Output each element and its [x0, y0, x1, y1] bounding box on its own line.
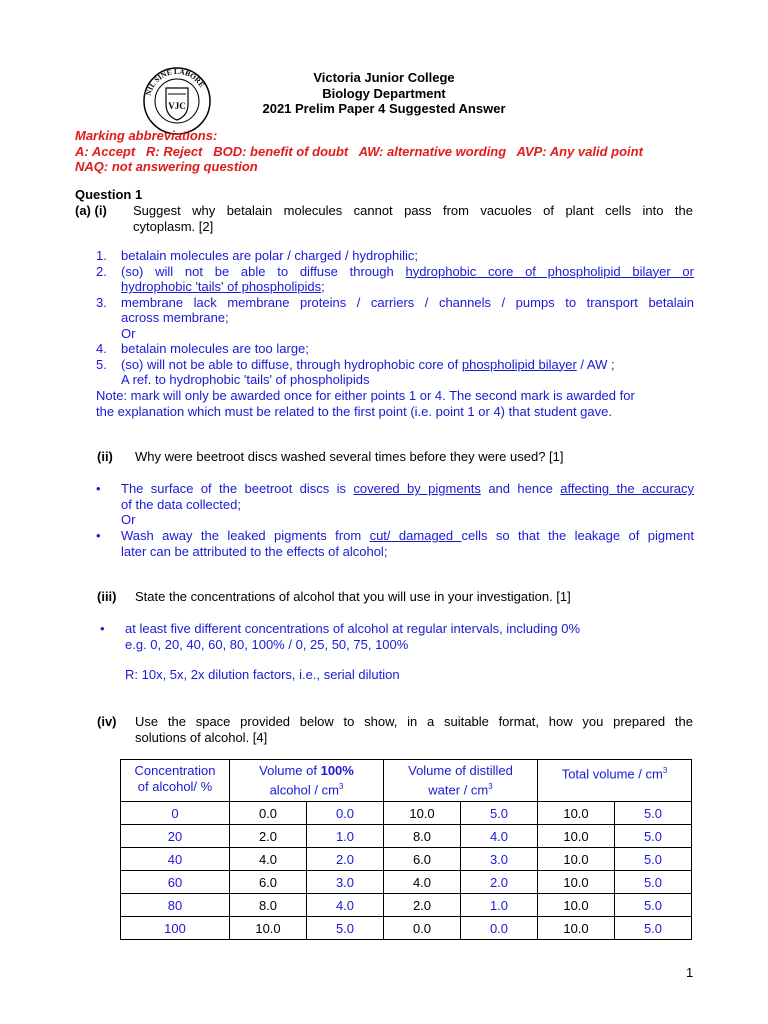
table-cell: 10.0 — [384, 802, 461, 825]
table-cell: 10.0 — [230, 917, 307, 940]
table-cell: 10.0 — [538, 917, 615, 940]
header-concentration: Concentration of alcohol/ % — [121, 760, 230, 802]
header-alcohol-volume: Volume of 100% alcohol / $cm^3$ — [230, 760, 384, 802]
table-cell: 100 — [121, 917, 230, 940]
table-row — [121, 848, 692, 871]
table-cell: 4.0 — [461, 825, 538, 848]
marking-abbreviations — [75, 128, 643, 175]
table-header-row — [121, 760, 692, 802]
table-cell: 0.0 — [461, 917, 538, 940]
table-cell: 5.0 — [615, 825, 692, 848]
table-cell: 2.0 — [384, 894, 461, 917]
table-cell: 3.0 — [307, 871, 384, 894]
table-cell: 4.0 — [230, 848, 307, 871]
part-ii-label: (ii) — [97, 449, 113, 464]
table-cell: 6.0 — [384, 848, 461, 871]
question-title: Question 1 — [75, 187, 143, 202]
department-name: Biology Department — [322, 85, 446, 101]
table-row — [121, 894, 692, 917]
abbreviations-line-1: A: Accept R: Reject BOD: benefit of doubt AW: alternative wording AVP: Any valid point — [75, 143, 643, 159]
answer-ii-or: Or — [121, 512, 136, 527]
answer-point-2: 2. (so) will not be able to diffuse through hydrophobic core of phospholipid bilayer or hydrophobic 'tails' of phospholipids; — [96, 263, 694, 294]
part-iii-label: (iii) — [97, 589, 117, 604]
table-cell: 2.0 — [307, 848, 384, 871]
page-number: 1 — [686, 965, 694, 980]
table-cell: 40 — [121, 848, 230, 871]
part-a-i-label: (a) (i) — [75, 203, 107, 218]
table-cell: 10.0 — [538, 871, 615, 894]
abbreviations-line-2: NAQ: not answering question — [75, 159, 258, 174]
table-cell: 1.0 — [307, 825, 384, 848]
table-cell: 20 — [121, 825, 230, 848]
answer-ii-bullet-2: • Wash away the leaked pigments from cut/ damaged cells so that the leakage of pigment later can be attributed to the effects of alcohol; — [96, 528, 694, 559]
table-cell: 60 — [121, 871, 230, 894]
part-iv-question: Use the space provided below to show, in a suitable format, how you prepared the solutions of alcohol. [4] — [135, 714, 693, 745]
table-row — [121, 871, 692, 894]
table-cell: 3.0 — [461, 848, 538, 871]
table-row — [121, 917, 692, 940]
part-iii-question: State the concentrations of alcohol that you will use in your investigation. [1] — [135, 589, 571, 604]
table-cell: 4.0 — [307, 894, 384, 917]
logo-initials: VJC — [168, 101, 186, 111]
table-row — [121, 825, 692, 848]
table-cell: 8.0 — [384, 825, 461, 848]
answer-point-3: 3. membrane lack membrane proteins / carriers / channels / pumps to transport betalain across membrane; — [96, 294, 694, 325]
table-cell: 5.0 — [461, 802, 538, 825]
part-a-i-question: Suggest why betalain molecules cannot pass from vacuoles of plant cells into the cytoplasm. [2] — [133, 203, 693, 234]
abbreviations-title: Marking abbreviations: — [75, 128, 218, 143]
answer-point-5-continuation: A ref. to hydrophobic 'tails' of phospholipids — [121, 372, 370, 387]
header-water-volume: Volume of distilled water / $cm^3$ — [384, 760, 538, 802]
paper-title: 2021 Prelim Paper 4 Suggested Answer — [262, 101, 506, 116]
answer-iii-bullet: • at least five different concentrations of alcohol at regular intervals, including 0% e.g. 0, 20, 40, 60, 80, 100% / 0, 25, 50, 75, 100% — [100, 621, 581, 652]
table-cell: 8.0 — [230, 894, 307, 917]
college-name: Victoria Junior College — [313, 70, 455, 85]
table-cell: 5.0 — [615, 848, 692, 871]
table-cell: 5.0 — [615, 871, 692, 894]
table-cell: 10.0 — [538, 894, 615, 917]
table-cell: 0.0 — [307, 802, 384, 825]
table-cell: 6.0 — [230, 871, 307, 894]
answer-ii-bullet-1: • The surface of the beetroot discs is covered by pigments and hence affecting the accuracy of the data collected; Or — [96, 481, 695, 527]
table-cell: 4.0 — [384, 871, 461, 894]
part-iv-label: (iv) — [97, 714, 117, 729]
answer-point-1: 1. betalain molecules are polar / charged / hydrophilic; — [96, 248, 419, 263]
answer-note: Note: mark will only be awarded once for either points 1 or 4. The second mark is awarded for the explanation which must be related to the first point (i.e. point 1 or 4) that student gave. — [96, 388, 635, 419]
table-cell: 0.0 — [230, 802, 307, 825]
table-cell: 0 — [121, 802, 230, 825]
answer-or-separator: Or — [121, 325, 136, 341]
answer-point-5: 5. (so) will not be able to diffuse, through hydrophobic core of phospholipid bilayer / AW ; — [96, 356, 615, 372]
table-cell: 2.0 — [230, 825, 307, 848]
table-cell: 10.0 — [538, 825, 615, 848]
answer-iii-reject: R: 10x, 5x, 2x dilution factors, i.e., serial dilution — [125, 667, 400, 682]
table-cell: 5.0 — [615, 802, 692, 825]
table-cell: 80 — [121, 894, 230, 917]
table-cell: 5.0 — [615, 894, 692, 917]
answer-list-i — [96, 248, 694, 388]
logo-motto: NIL SINE LABORE — [143, 66, 207, 97]
alcohol-preparation-table — [120, 759, 692, 940]
table-cell: 10.0 — [538, 848, 615, 871]
table-cell: 10.0 — [538, 802, 615, 825]
part-ii-question: Why were beetroot discs washed several times before they were used? [1] — [135, 449, 564, 464]
table-cell: 0.0 — [384, 917, 461, 940]
table-cell: 2.0 — [461, 871, 538, 894]
table-cell: 5.0 — [307, 917, 384, 940]
answer-point-4: 4. betalain molecules are too large; — [96, 341, 309, 356]
table-cell: 1.0 — [461, 894, 538, 917]
table-row — [121, 802, 692, 825]
header-total-volume: Total volume / $cm^3$ — [538, 760, 692, 802]
document-header — [200, 70, 568, 117]
table-cell: 5.0 — [615, 917, 692, 940]
